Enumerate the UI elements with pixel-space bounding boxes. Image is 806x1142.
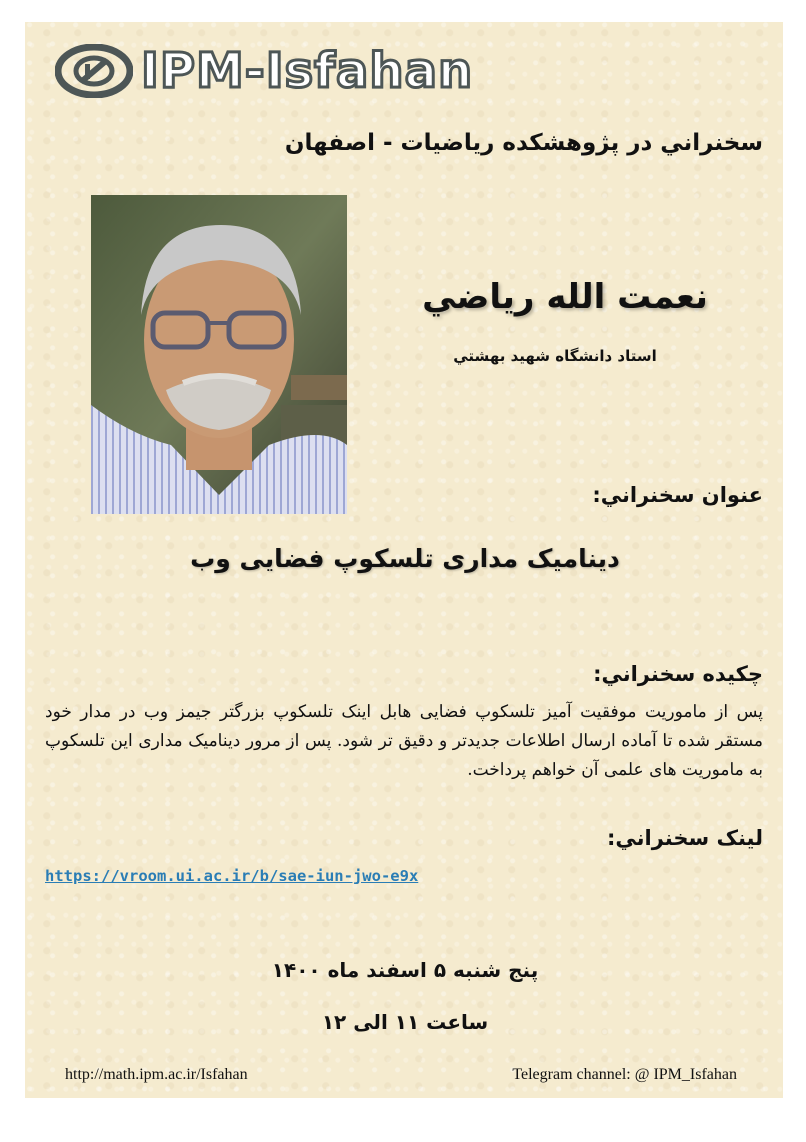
link-label: لينک سخنراني: [607, 826, 763, 850]
footer-website: http://math.ipm.ac.ir/Isfahan [65, 1066, 248, 1083]
talk-title: دینامیک مداری تلسکوپ فضایی وب [190, 544, 620, 573]
logo-text: IPM-Isfahan [141, 43, 474, 99]
speaker-portrait-image [91, 195, 347, 514]
speaker-affiliation: استاد دانشگاه شهيد بهشتي [453, 347, 657, 365]
speaker-name: نعمت الله رياضي [422, 277, 708, 317]
talk-title-label: عنوان سخنراني: [592, 483, 763, 507]
header-title: سخنراني در پژوهشكده رياضيات - اصفهان [284, 130, 763, 156]
ipm-emblem-icon [55, 44, 133, 98]
poster [25, 22, 783, 1098]
talk-link[interactable]: https://vroom.ui.ac.ir/b/sae-iun-jwo-e9x [45, 867, 419, 885]
ipm-logo [55, 44, 473, 98]
abstract-label: چكيده سخنراني: [593, 662, 763, 686]
talk-date: پنج شنبه ۵ اسفند ماه ۱۴۰۰ [271, 958, 539, 982]
abstract-text: پس از ماموریت موفقیت آمیز تلسکوپ فضایی هابل اینک تلسکوپ بزرگتر جیمز وب در مدار خود مستقر شده تا آماده ارسال اطلاعات جدیدتر و دقیق تر شود. پس از مرور دینامیک مداری این تلسکوپ به ماموریت های علمی آن خواهم پرداخت. [45, 702, 763, 780]
footer-telegram: Telegram channel: @ IPM_Isfahan [512, 1066, 737, 1083]
speaker-photo [91, 195, 347, 514]
talk-time: ساعت ۱۱ الی ۱۲ [321, 1010, 489, 1034]
